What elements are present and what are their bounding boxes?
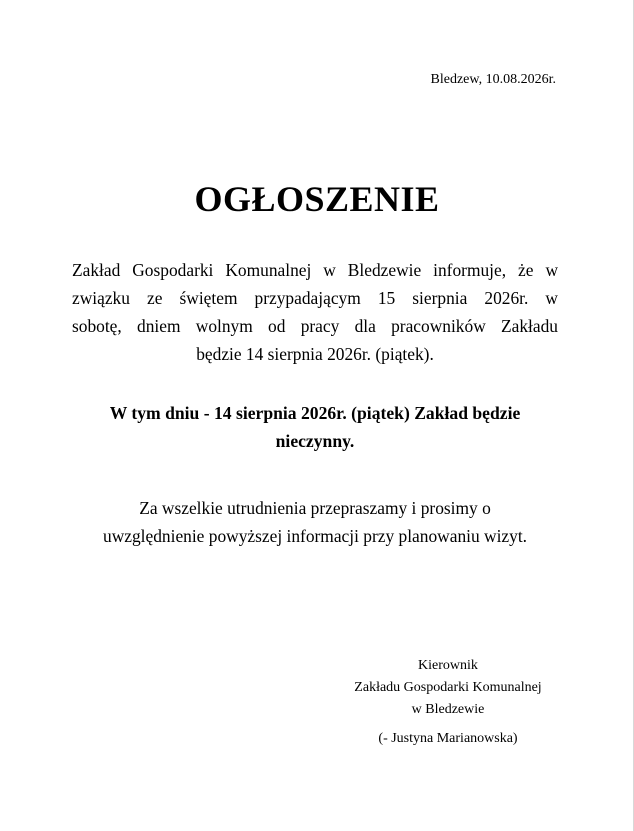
paragraph-line: nieczynny. (275, 431, 355, 451)
signature-name: (- Justyna Marianowska) (378, 731, 518, 746)
announcement-title: OGŁOSZENIE (194, 179, 440, 219)
paragraph-line: Za wszelkie utrudnienia przepraszamy i prosimy o (139, 498, 491, 518)
closure-notice-paragraph (72, 399, 558, 455)
paragraph-line: Zakład Gospodarki Komunalnej w Bledzewie informuje, że w (72, 260, 558, 280)
paragraph-line: sobotę, dniem wolnym od pracy dla pracowników Zakładu (72, 316, 558, 336)
signature-block (300, 655, 596, 750)
signature-role: Kierownik (418, 658, 478, 673)
paragraph-line: związku ze świętem przypadającym 15 sierpnia 2026r. w (72, 288, 558, 308)
paragraph-line: uwzględnienie powyższej informacji przy planowaniu wizyt. (103, 526, 527, 546)
place-date-line: Bledzew, 10.08.2026r. (430, 72, 556, 87)
apology-paragraph (72, 494, 558, 550)
paragraph-line: W tym dniu - 14 sierpnia 2026r. (piątek) Zakład będzie (109, 403, 521, 423)
signature-location: w Bledzewie (411, 702, 485, 717)
paragraph-line: będzie 14 sierpnia 2026r. (piątek). (196, 344, 434, 364)
announcement-paragraph-1 (72, 256, 558, 368)
signature-organization: Zakładu Gospodarki Komunalnej (354, 680, 542, 695)
